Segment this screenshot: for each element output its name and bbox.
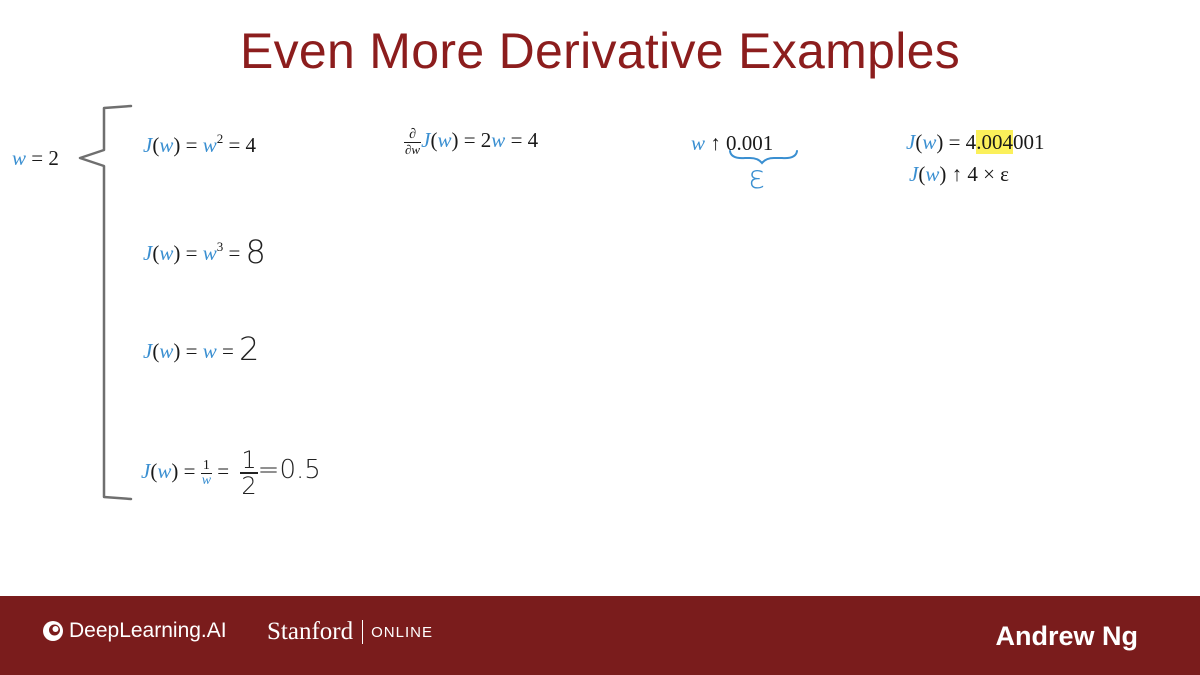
derivative-coefficient: = 2 [458,128,492,152]
func-arg: w [925,162,940,186]
func-arg: w [159,133,174,157]
fraction-denominator: 2 [241,472,257,500]
partial-numerator: ∂ [409,127,417,143]
fraction-numerator: 1 [202,457,210,473]
equation-result: 4 [245,133,257,157]
func-j: J [143,339,153,363]
equation-reciprocal: J(w) = $\frac{1}{w}$ = $\frac{1}{2}$ =0.5 [141,446,321,500]
equals-sign: = [212,458,235,483]
power-exponent: 3 [216,239,224,254]
given-value: = 2 [26,146,59,170]
nudge-var: w [691,131,706,155]
equals-sign: = [180,339,203,363]
partner-sub: ONLINE [371,623,433,641]
equals-sign: = [180,133,203,157]
handwritten-result: =0.5 [257,454,321,485]
nudge-amount: 0.001 [726,131,774,155]
stanford-online-logo [267,618,433,646]
equation-linear: J(w) = w = 2 [143,330,260,368]
func-j: J [909,162,919,186]
func-j: J [906,130,916,154]
func-arg: w [159,241,174,265]
linear-term: w [202,339,217,363]
deeplearning-logo-icon [42,620,64,642]
func-j: J [141,458,151,483]
power-base: w [202,133,217,157]
derivative-var: w [491,128,506,152]
equals-sign: = [178,458,201,483]
func-arg: w [437,128,452,152]
handwritten-result: 8 [245,233,266,271]
equals-sign: = [216,339,240,363]
logo-divider [362,620,363,644]
result-tail: 001 [1012,130,1045,154]
derivative-equation: $\frac{\partial}{\partial w}$ J(w) = 2w = 4 [405,127,539,158]
equals-sign: = [223,133,246,157]
author-name: Andrew Ng [995,621,1138,651]
partner-name: Stanford [267,618,354,645]
result-line-1: J(w) = 4.004001 [906,130,1045,154]
up-arrow-icon: ↑ [705,131,727,155]
fraction-denominator: w [201,472,212,488]
derivative-result: = 4 [505,128,539,152]
handwritten-result: 2 [239,330,260,368]
func-arg: w [157,458,172,483]
func-arg: w [922,130,937,154]
power-base: w [202,241,217,265]
result-integer: = 4 [943,130,977,154]
equals-sign: = [223,241,246,265]
func-j: J [143,133,153,157]
equation-cube: $J(w) = w^3 = 8$ [143,233,266,271]
func-arg: w [159,339,174,363]
brand-name: DeepLearning.AI [69,619,227,642]
given-var: w [12,146,27,170]
func-j: J [143,241,153,265]
footer-bar [0,596,1200,675]
partial-denominator: ∂w [405,142,421,158]
fraction-numerator: 1 [241,446,257,474]
deeplearning-ai-logo [42,619,227,643]
func-j: J [421,128,431,152]
result-line-2: J(w) ↑ 4 × ε [909,162,1010,186]
highlighted-digits: .004 [976,130,1013,154]
slide-title: Even More Derivative Examples [239,23,961,79]
result-increase: ↑ 4 × ε [946,162,1010,186]
power-exponent: 2 [216,131,224,146]
equals-sign: = [180,241,203,265]
epsilon-label: ε [748,158,766,196]
equation-square: $J(w) = w^2 = 4$ [143,131,257,157]
